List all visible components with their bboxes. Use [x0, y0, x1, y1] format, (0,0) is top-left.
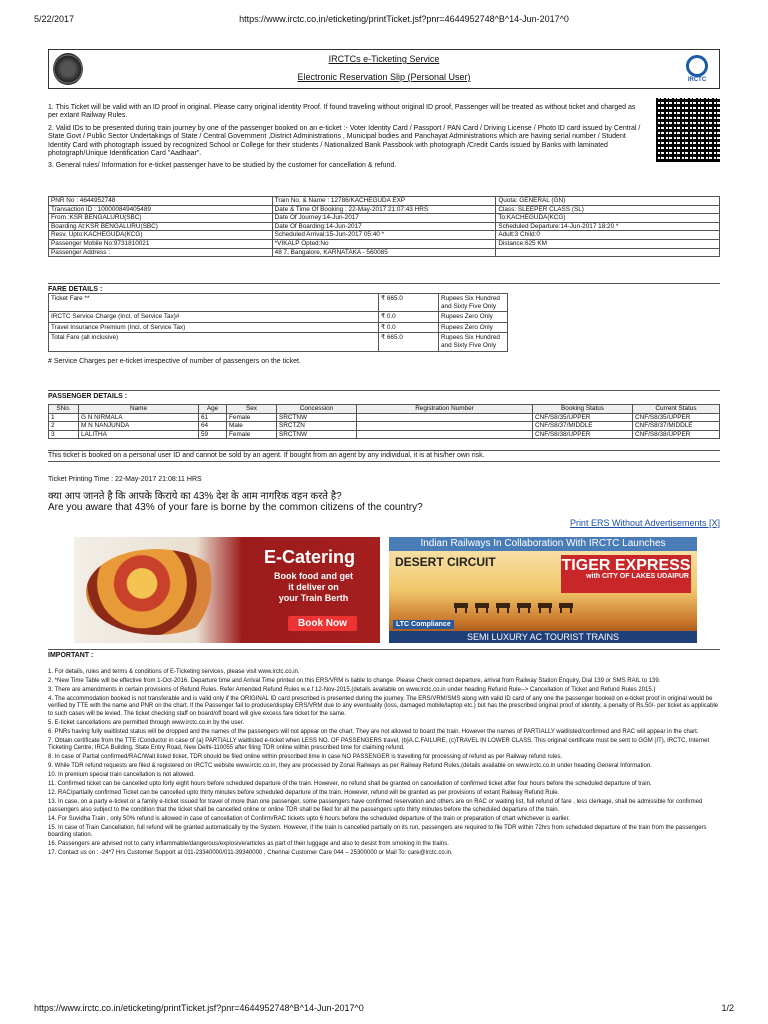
important-item: 11. Confirmed ticket can be cancelled upto forty eight hours before scheduled departure of the train. However, no refund shall be granted on cancellation of confirmed ticket after four hours before the scheduled departure of train.	[48, 781, 652, 788]
ecatering-title: E-Catering	[264, 547, 356, 567]
passenger-cell: CNF/S8/35/UPPER	[633, 413, 720, 422]
fare-row	[49, 312, 508, 323]
passenger-table	[48, 404, 720, 439]
footer-url[interactable]: https://www.irctc.co.in/eticketing/printTicket.jsf?pnr=4644952748^B^14-Jun-2017^0	[34, 1003, 364, 1013]
important-item: 16. Passengers are advised not to carry inflammable/dangerous/explosive/articles as part of their luggage and also to desist from smoking in the trains.	[48, 841, 449, 848]
passenger-cell: CNF/S8/35/UPPER	[533, 413, 633, 422]
tour-ad-header: Indian Railways In Collaboration With IRCTC Launches	[389, 537, 697, 551]
important-item: 14. For Suvidha Train , only 50% refund is allowed in case of cancellation of Confirm/RAC tickets upto 6 hours before the scheduled departure of the train or preparation of chart whichever is earlier.	[48, 815, 570, 822]
passenger-cell: SRCTNW	[277, 430, 357, 439]
passenger-cell: CNF/S8/37/MIDDLE	[633, 422, 720, 431]
print-without-ads-link[interactable]: Print ERS Without Advertisements [X]	[569, 518, 720, 528]
passenger-cell: 59	[199, 430, 227, 439]
journey-cell: Passenger Address :	[49, 248, 273, 257]
fare-cell: Rupees Zero Only	[439, 312, 508, 323]
note-1: 1. This Ticket will be valid with an ID proof in original. Please carry original identity Proof. If found traveling without original ID proof, Passenger will be treated as without ticket and charged as per extant Railway Rules.	[48, 104, 636, 120]
fare-subsidy-question-hindi: क्या आप जानते है कि आपके किराये का 43% देश के आम नागरिक वहन करते है?	[48, 491, 342, 502]
passenger-row	[49, 430, 720, 439]
browser-header	[34, 14, 734, 24]
important-item: 8. In case of Partial confirmed/RAC/Wait listed ticket, TDR should be filed online within prescribed time in case NO PASSENGER is travelling for processing of refund as per Railway refund rules.	[48, 754, 563, 761]
journey-cell: Transaction ID : 100000849405489	[49, 205, 273, 214]
ticket	[48, 49, 720, 857]
journey-cell: Train No. & Name : 12786/KACHEGUDA EXP	[272, 197, 496, 206]
passenger-cell	[357, 422, 533, 431]
important-item: 12. RAC/partially confirmed Ticket can be cancelled upto thirty minutes before scheduled departure of the train. However, refund will be granted as per provisions of extant Railway Refund Rule.	[48, 790, 560, 797]
important-item: 1. For details, rules and terms & conditions of E-Ticketing services, please visit www.irctc.co.in.	[48, 669, 300, 675]
journey-row	[49, 248, 720, 257]
passenger-cell: SRCTZN	[277, 422, 357, 431]
fare-row	[49, 294, 508, 312]
fare-cell: IRCTC Service Charge (Incl. of Service Tax)#	[49, 312, 379, 323]
passenger-column-header: Registration Number	[357, 405, 533, 414]
important-item: 5. E-ticket cancellations are permitted through www.irctc.co.in by the user.	[48, 719, 245, 726]
pizza-image-icon	[86, 549, 226, 635]
important-list	[48, 669, 720, 859]
journey-cell: Scheduled Departure:14-Jun-2017 18:20 *	[496, 222, 720, 231]
journey-cell: From :KSR BENGALURU(SBC)	[49, 214, 273, 223]
important-title: IMPORTANT :	[48, 649, 720, 659]
city-of-lakes-label: with CITY OF LAKES UDAIPUR	[586, 573, 689, 580]
passenger-column-header: Age	[199, 405, 227, 414]
fare-cell: Rupees Six Hundred and Sixty Five Only	[439, 294, 508, 312]
journey-cell: Date Of Boarding:14-Jun-2017	[272, 222, 496, 231]
journey-cell	[496, 248, 720, 257]
passenger-cell: G N NIRMALA	[79, 413, 199, 422]
passenger-column-header: SNo.	[49, 405, 79, 414]
important-item: 4. The accommodation booked is not transferable and is valid only if the ORIGINAL ID card prescribed is presented during the journey. The ERS/VRM/SMS along with valid ID card of any one the passenger booked on e-ticket proof in original would be verified by TTE with the name and PNR on the chart. If the Passenger fail to produce/display ERS/VRM due to any eventuality (loss, damaged mobile/laptop etc.) but has the prescribed original proof of identity, a penalty of Rs.50/- per ticket as applicable to such cases will be levied. The ticket checking staff on board/off board will give excess fare ticket for the same.	[48, 696, 719, 717]
fare-cell: ₹ 665.0	[379, 294, 439, 312]
journey-cell: Quota: GENERAL (GN)	[496, 197, 720, 206]
passenger-row	[49, 413, 720, 422]
note-3: 3. General rules/ Information for e-ticket passenger have to be studied by the customer for cancellation & refund.	[48, 162, 397, 170]
slip-title: Electronic Reservation Slip (Personal User)	[297, 72, 471, 82]
passenger-column-header: Name	[79, 405, 199, 414]
passenger-cell: 1	[49, 413, 79, 422]
note-2: 2. Valid IDs to be presented during train journey by one of the passenger booked on an e-ticket :- Voter Identity Card / Passport / PAN Card / Driving License / Photo ID card issued by Central / State Govt / Public Sector Undertakings of State / Central Government ,District Administrations , Municipal bodies and Panchayat Administrations which are having serial number / Student Identity Card with photograph issued by recognized School or College for their students / Nationalized Bank Passbook with photograph /Credit Cards issued by Banks with laminated photograph/Unique Identification Card "Aadhaar".	[48, 124, 641, 158]
important-item: 17. Contact us on : -24*7 Hrs Customer Support at 011-23340000/011-39340000 , Chennai Customer Care 044 – 25300000 or Mail To: care@irctc.co.in.	[48, 850, 453, 857]
journey-cell: Boarding At:KSR BENGALURU(SBC)	[49, 222, 273, 231]
camel-caravan-icon	[449, 597, 589, 613]
passenger-cell: CNF/S8/37/MIDDLE	[533, 422, 633, 431]
journey-row	[49, 239, 720, 248]
passenger-column-header: Current Status	[633, 405, 720, 414]
passenger-cell: Male	[227, 422, 277, 431]
fare-table	[48, 293, 508, 352]
fare-cell: Ticket Fare **	[49, 294, 379, 312]
important-item: 10. In premium special train cancellation is not allowed.	[48, 772, 195, 779]
passenger-cell	[357, 413, 533, 422]
page-url[interactable]: https://www.irctc.co.in/eticketing/printTicket.jsf?pnr=4644952748^B^14-Jun-2017^0	[239, 14, 569, 24]
fare-cell: ₹ 0.0	[379, 322, 439, 333]
service-charge-note: # Service Charges per e-ticket irrespective of number of passengers on the ticket.	[48, 358, 301, 365]
desert-circuit-label: DESERT CIRCUIT	[395, 555, 496, 569]
journey-cell: Resv. Upto:KACHEGUDA(KCG)	[49, 231, 273, 240]
journey-row	[49, 214, 720, 223]
journey-cell: 48 7, Bangalore, KARNATAKA - 560085	[272, 248, 496, 257]
ticket-notes	[48, 104, 643, 175]
fare-cell: ₹ 665.0	[379, 333, 439, 351]
fare-cell: Travel Insurance Premium (Incl. of Service Tax)	[49, 322, 379, 333]
fare-row	[49, 333, 508, 351]
journey-cell: To:KACHEGUDA(KCG)	[496, 214, 720, 223]
journey-row	[49, 205, 720, 214]
important-item: 3. There are amendments in certain provisions of Refund Rules. Refer Amended Refund Rules w.e.f 12-Nov-2015.(details available on www.irctc.co.in under heading Refund Rule--> Cancellation of Ticket and Refund Rules 2015.)	[48, 687, 656, 693]
personal-user-note: This ticket is booked on a personal user ID and cannot be sold by an agent. If bought from an agent by any individual, it is at his/her own risk.	[48, 450, 720, 462]
journey-cell: Class: SLEEPER CLASS (SL)	[496, 205, 720, 214]
fare-cell: Rupees Six Hundred and Sixty Five Only	[439, 333, 508, 351]
passenger-cell: CNF/S8/38/UPPER	[533, 430, 633, 439]
journey-row	[49, 231, 720, 240]
passenger-cell: 61	[199, 413, 227, 422]
ticket-header	[48, 49, 720, 89]
journey-cell: Scheduled Arrival:15-Jun-2017 05:40 *	[272, 231, 496, 240]
important-item: 6. PNRs having fully waitlisted status will be dropped and the names of the passengers will not appear on the chart. They are not allowed to board the train. However the names of PARTIALLY waitlisted/confirmed and RAC will appear in the chart.	[48, 728, 699, 735]
passenger-column-header: Concession	[277, 405, 357, 414]
browser-footer	[34, 1003, 734, 1013]
passenger-cell: 64	[199, 422, 227, 431]
print-date: 5/22/2017	[34, 14, 75, 24]
passenger-cell	[357, 430, 533, 439]
passenger-row	[49, 422, 720, 431]
fare-row	[49, 322, 508, 333]
journey-cell: Passenger Mobile No:9731810021	[49, 239, 273, 248]
passenger-cell: LALITHA	[79, 430, 199, 439]
journey-details-table	[48, 196, 720, 257]
fare-cell: Total Fare (all inclusive)	[49, 333, 379, 351]
important-item: 2. *New Time Table will be effective from 1-Oct-2016. Departure time and Arrival Time printed on this ERS/VRM is liable to change. Please Check correct departure, arrival from Railway Station Enquiry, Dial 139 or SMS RAIL to 139.	[48, 678, 661, 684]
ticket-printing-time: Ticket Printing Time : 22-May-2017 21:08:11 HRS	[48, 476, 202, 483]
passenger-cell: SRCTNW	[277, 413, 357, 422]
ltc-compliance-badge: LTC Compliance	[393, 620, 454, 629]
fare-subsidy-question: Are you aware that 43% of your fare is borne by the common citizens of the country?	[48, 502, 423, 513]
important-item: 13. In case, on a party e-ticket or a family e-ticket issued for travel of more than one passenger, some passengers have confirmed reservation and others are on RAC or waiting list, full refund of fare , less clerkage, shall be admissible for confirmed passengers also subject to the condition that the ticket shall be cancelled online or online TDR shall be filed for all the passengers upto thirty minutes before the scheduled departure of the train.	[48, 799, 703, 813]
irctc-logo-icon: IRCTC	[682, 55, 712, 87]
passenger-column-header: Booking Status	[533, 405, 633, 414]
ecatering-ad[interactable]	[74, 537, 380, 643]
passenger-cell: Female	[227, 413, 277, 422]
journey-row	[49, 197, 720, 206]
ecatering-tagline: Book food and get it deliver on your Train Berth	[274, 571, 353, 603]
journey-row	[49, 222, 720, 231]
journey-cell: Distance:625 KM	[496, 239, 720, 248]
fare-cell: ₹ 0.0	[379, 312, 439, 323]
journey-cell: Date Of Journey:14-Jun-2017	[272, 214, 496, 223]
qr-code-icon	[656, 98, 720, 162]
journey-cell: Adult:3 Child:0	[496, 231, 720, 240]
important-item: 15. In case of Train Cancellation, full refund will be granted automatically by the System. However, if the train is cancelled partially on its run, passengers are required to file TDR within 72hrs from scheduled departure of the train from the passengers boarding station.	[48, 824, 707, 839]
fare-details-title: FARE DETAILS :	[48, 283, 720, 293]
passenger-details-title: PASSENGER DETAILS :	[48, 390, 720, 400]
journey-cell: *VIKALP Opted:No	[272, 239, 496, 248]
passenger-cell: 3	[49, 430, 79, 439]
passenger-column-header: Sex	[227, 405, 277, 414]
tourist-train-ad[interactable]	[389, 537, 697, 643]
fare-cell: Rupees Zero Only	[439, 322, 508, 333]
journey-cell: Date & Time Of Booking : 22-May-2017 21:07:43 HRS	[272, 205, 496, 214]
book-now-button[interactable]: Book Now	[288, 616, 357, 631]
passenger-cell: CNF/S8/38/UPPER	[633, 430, 720, 439]
passenger-cell: Female	[227, 430, 277, 439]
passenger-cell: M N NANJUNDA	[79, 422, 199, 431]
service-title: IRCTCs e-Ticketing Service	[328, 54, 440, 64]
semi-luxury-banner: SEMI LUXURY AC TOURIST TRAINS	[389, 631, 697, 643]
page-number: 1/2	[721, 1003, 734, 1013]
tiger-express-label: TIGER EXPRESS	[561, 555, 691, 593]
important-item: 7. Obtain certificate from the TTE /Conductor in case of (a) PARTIALLY waitlisted e-ticket when LESS NO. OF PASSENGERS travel, (b)A.C.FAILURE, (c)TRAVEL IN LOWER CLASS. This original certificate must be sent to GGM (IT), IRCTC, Internet Ticketing Centre, IRCA Building, State Entry Road, New Delhi-110055 after filing TDR online within prescribed time for claiming refund.	[48, 737, 710, 752]
passenger-cell: 2	[49, 422, 79, 431]
important-item: 9. While TDR refund requests are filed & registered on IRCTC website www.irctc.co.in, they are processed by Zonal Railways as per Railway Refund Rules.(details available on www.irctc.co.in under heading General Information.	[48, 763, 652, 770]
journey-cell: PNR No : 4644952748	[49, 197, 273, 206]
